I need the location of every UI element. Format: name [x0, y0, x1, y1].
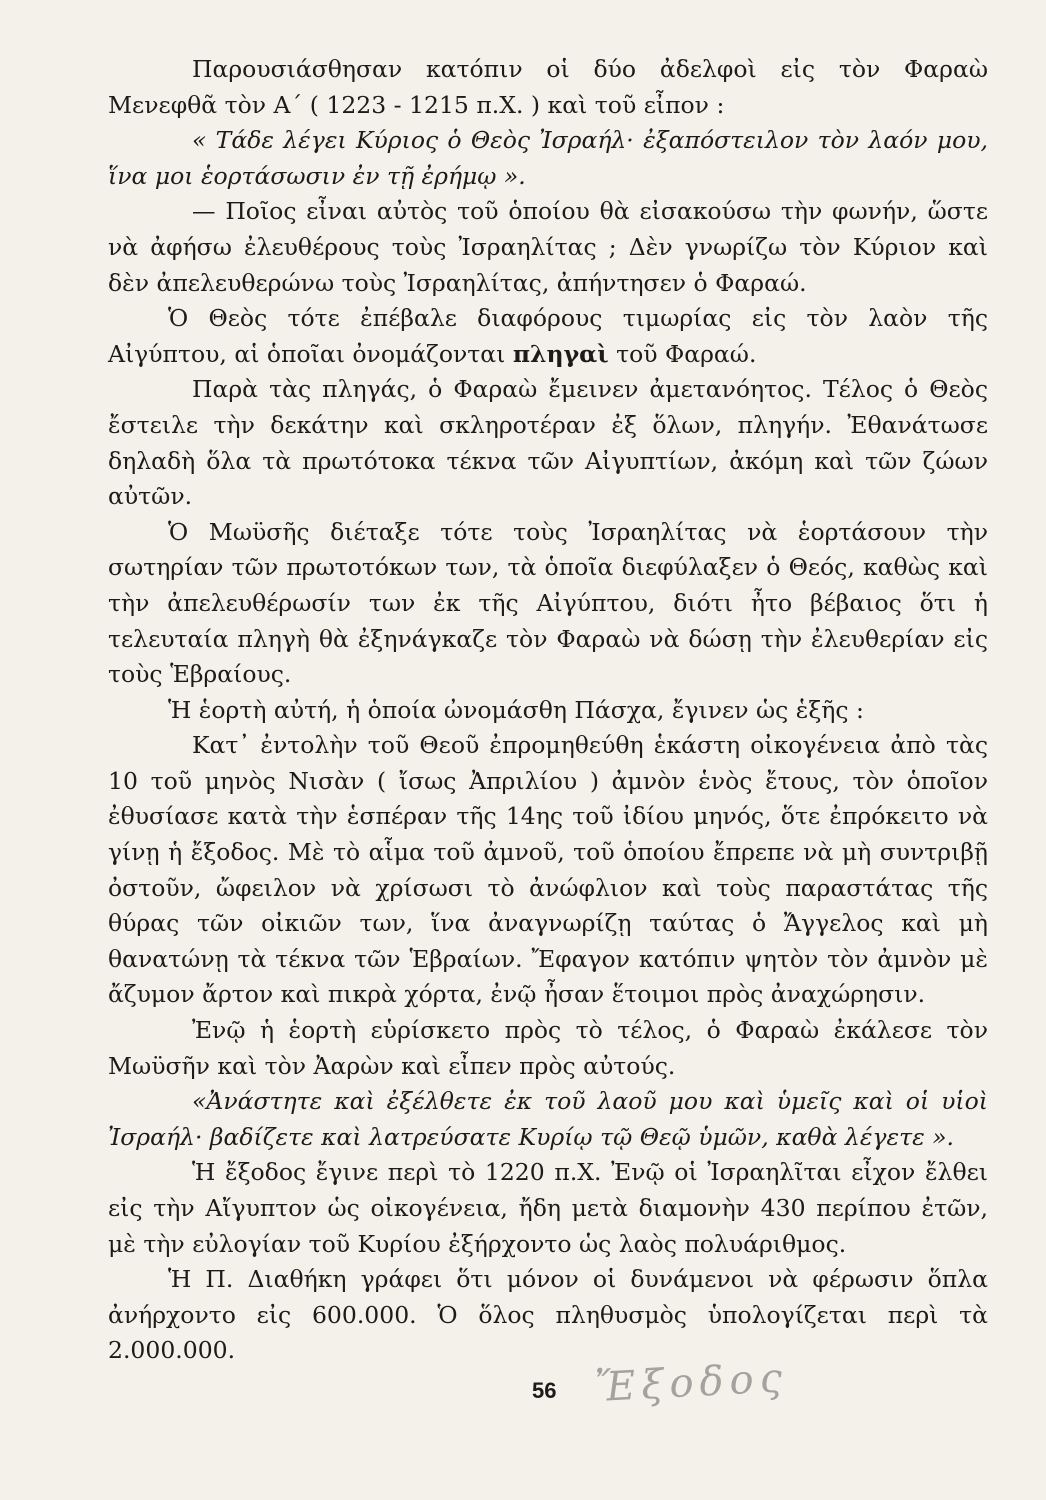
body-text	[108, 52, 988, 1369]
paragraph: Ὁ Μωϋσῆς διέταξε τότε τοὺς Ἰσραηλίτας νὰ ἑορτάσουν τὴν σωτηρίαν τῶν πρωτοτόκων των, τὰ ὁποῖα διεφύλαξεν ὁ Θεός, καθὼς καὶ τὴν ἀπελευθέρωσίν των ἐκ τῆς Αἰγύπτου, διότι ἦτο βέβαιος ὅτι ἡ τελευταία πληγὴ θὰ ἐξηνάγκαζε τὸν Φαραὼ νὰ δώσῃ τὴν ἐλευθερίαν εἰς τοὺς Ἑβραίους.	[108, 517, 988, 689]
paragraph: Παρὰ τὰς πληγάς, ὁ Φαραὼ ἔμεινεν ἀμετανόητος. Τέλος ὁ Θεὸς ἔστειλε τὴν δεκάτην καὶ σκληροτέραν ἐξ ὅλων, πληγήν. Ἐθανάτωσε δηλαδὴ ὅλα τὰ πρωτότοκα τέκνα τῶν Αἰγυπτίων, ἀκόμη καὶ τῶν ζώων αὐτῶν.	[108, 375, 988, 511]
page-number: 56	[532, 1378, 557, 1403]
text-run: τοῦ Φαραώ.	[608, 339, 757, 368]
paragraph: Ἐνῷ ἡ ἑορτὴ εὑρίσκετο πρὸς τὸ τέλος, ὁ Φαραὼ ἐκάλεσε τὸν Μωϋσῆν καὶ τὸν Ἀαρὼν καὶ εἶπεν πρὸς αὐτούς.	[108, 1016, 988, 1080]
bold-term: πληγαὶ	[512, 339, 609, 368]
paragraph: — Ποῖος εἶναι αὐτὸς τοῦ ὁποίου θὰ εἰσακούσω τὴν φωνήν, ὥστε νὰ ἀφήσω ἐλευθέρους τοὺς Ἰσραηλίτας ; Δὲν γνωρίζω τὸν Κύριον καὶ δὲν ἀπελευθερώνω τοὺς Ἰσραηλίτας, ἀπήντησεν ὁ Φαραώ.	[108, 197, 988, 297]
text-run: Ὁ Θεὸς τότε ἐπέβαλε διαφόρους τιμωρίας εἰς τὸν λαὸν τῆς Αἰγύπτου, αἱ ὁποῖαι ὀνομάζονται	[108, 304, 988, 368]
paragraph: Παρουσιάσθησαν κατόπιν οἱ δύο ἀδελφοὶ εἰς τὸν Φαραὼ Μενεφθᾶ τὸν Α΄ ( 1223 - 1215 π.Χ. ) καὶ τοῦ εἶπον :	[108, 55, 988, 119]
quote-paragraph: «Ἀνάστητε καὶ ἐξέλθετε ἐκ τοῦ λαοῦ μου καὶ ὑμεῖς καὶ οἱ υἱοὶ Ἰσραήλ· βαδίζετε καὶ λατρεύσατε Κυρίῳ τῷ Θεῷ ὑμῶν, καθὰ λέγετε ».	[108, 1087, 988, 1151]
quote-paragraph: « Τάδε λέγει Κύριος ὁ Θεὸς Ἰσραήλ· ἐξαπόστειλον τὸν λαόν μου, ἵνα μοι ἑορτάσωσιν ἐν τῇ ἐρήμῳ ».	[108, 126, 988, 190]
paragraph: Ἡ ἑορτὴ αὐτή, ἡ ὁποία ὠνομάσθη Πάσχα, ἔγινεν ὡς ἑξῆς :	[168, 695, 864, 724]
paragraph	[108, 301, 988, 372]
paragraph: Ἡ Π. Διαθήκη γράφει ὅτι μόνον οἱ δυνάμενοι νὰ φέρωσιν ὅπλα ἀνήρχοντο εἰς 600.000. Ὁ ὅλος πληθυσμὸς ὑπολογίζεται περὶ τὰ 2.000.000.	[108, 1265, 988, 1365]
paragraph: Ἡ ἔξοδος ἔγινε περὶ τὸ 1220 π.Χ. Ἐνῷ οἱ Ἰσραηλῖται εἶχον ἔλθει εἰς τὴν Αἴγυπτον ὡς οἰκογένεια, ἤδη μετὰ διαμονὴν 430 περίπου ἐτῶν, μὲ τὴν εὐλογίαν τοῦ Κυρίου ἐξήρχοντο ὡς λαὸς πολυάριθμος.	[108, 1158, 988, 1258]
paragraph: Κατ᾽ ἐντολὴν τοῦ Θεοῦ ἐπρομηθεύθη ἑκάστη οἰκογένεια ἀπὸ τὰς 10 τοῦ μηνὸς Νισὰν ( ἴσως Ἀπριλίου ) ἀμνὸν ἑνὸς ἔτους, τὸν ὁποῖον ἐθυσίασε κατὰ τὴν ἑσπέραν τῆς 14ης τοῦ ἰδίου μηνός, ὅτε ἐπρόκειτο νὰ γίνῃ ἡ ἔξοδος. Μὲ τὸ αἷμα τοῦ ἀμνοῦ, τοῦ ὁποίου ἔπρεπε νὰ μὴ συντριβῇ ὀστοῦν, ὤφειλον νὰ χρίσωσι τὸ ἀνώφλιον καὶ τοὺς παραστάτας τῆς θύρας τῶν οἰκιῶν των, ἵνα ἀναγνωρίζῃ ταύτας ὁ Ἄγγελος καὶ μὴ θανατώνῃ τὰ τέκνα τῶν Ἑβραίων. Ἔφαγον κατόπιν ψητὸν τὸν ἀμνὸν μὲ ἄζυμον ἄρτον καὶ πικρὰ χόρτα, ἐνῷ ἦσαν ἕτοιμοι πρὸς ἀναχώρησιν.	[108, 731, 988, 1009]
handwritten-note: Ἔξοδος	[593, 1354, 790, 1412]
